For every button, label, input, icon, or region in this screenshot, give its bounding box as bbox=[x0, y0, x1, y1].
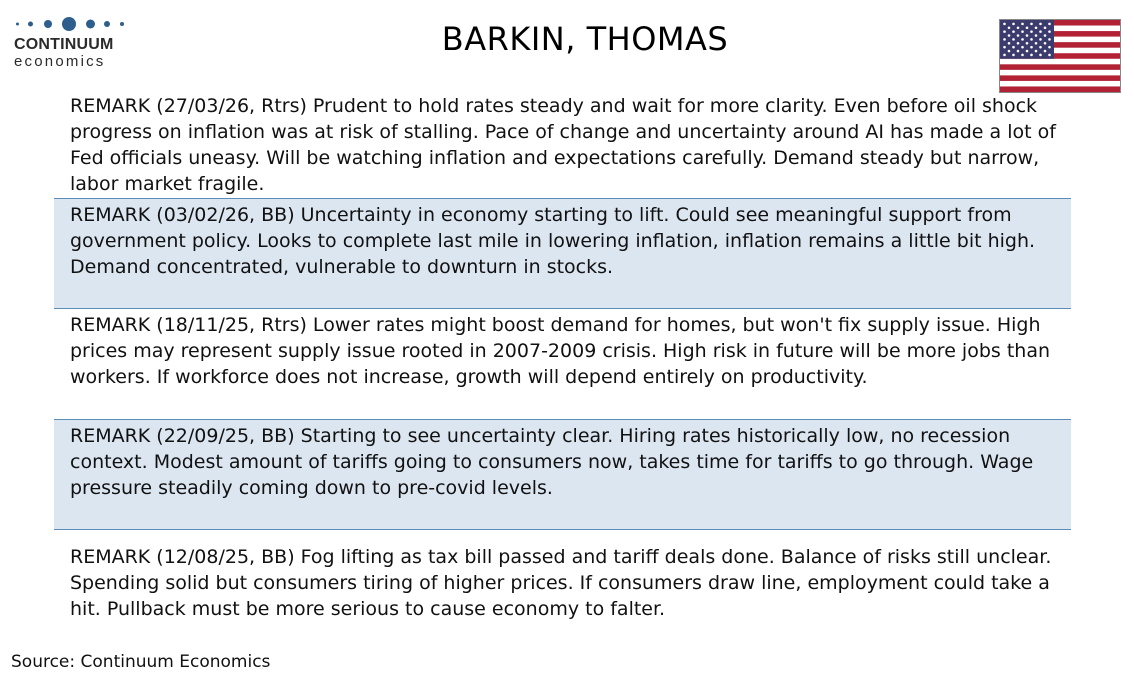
remark-item: REMARK (18/11/25, Rtrs) Lower rates might boost demand for homes, but won't fix supply issue. High prices may represent supply issue rooted in 2007-2009 crisis. High risk in future will be more jobs than workers. If workforce does not increase, growth will depend entirely on productivity. bbox=[54, 309, 1071, 420]
source-note: Source: Continuum Economics bbox=[11, 652, 271, 672]
logo-name: CONTINUUM bbox=[14, 36, 114, 53]
remark-item: REMARK (27/03/26, Rtrs) Prudent to hold rates steady and wait for more clarity. Even before oil shock progress on inflation was at risk of stalling. Pace of change and uncertainty around AI has made a lot of Fed officials uneasy. Will be watching inflation and expectations carefully. Demand steady but narrow, labor market fragile. bbox=[54, 90, 1071, 199]
page-title: BARKIN, THOMAS bbox=[441, 20, 729, 58]
remark-item: REMARK (12/08/25, BB) Fog lifting as tax bill passed and tariff deals done. Balance of risks still unclear. Spending solid but consumers tiring of higher prices. If consumers draw line, employment could take a hit. Pullback must be more serious to cause economy to falter. bbox=[70, 546, 1052, 620]
logo-subtitle: economics bbox=[14, 53, 106, 70]
remark-item: REMARK (22/09/25, BB) Starting to see uncertainty clear. Hiring rates historically low, no recession context. Modest amount of tariffs going to consumers now, takes time for tariffs to go through. Wage pressure steadily coming down to pre-covid levels. bbox=[54, 420, 1071, 530]
remark-item: REMARK (03/02/26, BB) Uncertainty in economy starting to lift. Could see meaningful support from government policy. Looks to complete last mile in lowering inflation, inflation remains a little bit high. Demand concentrated, vulnerable to downturn in stocks. bbox=[54, 199, 1071, 309]
us-flag-icon bbox=[999, 19, 1121, 93]
remarks-list bbox=[54, 90, 1071, 630]
